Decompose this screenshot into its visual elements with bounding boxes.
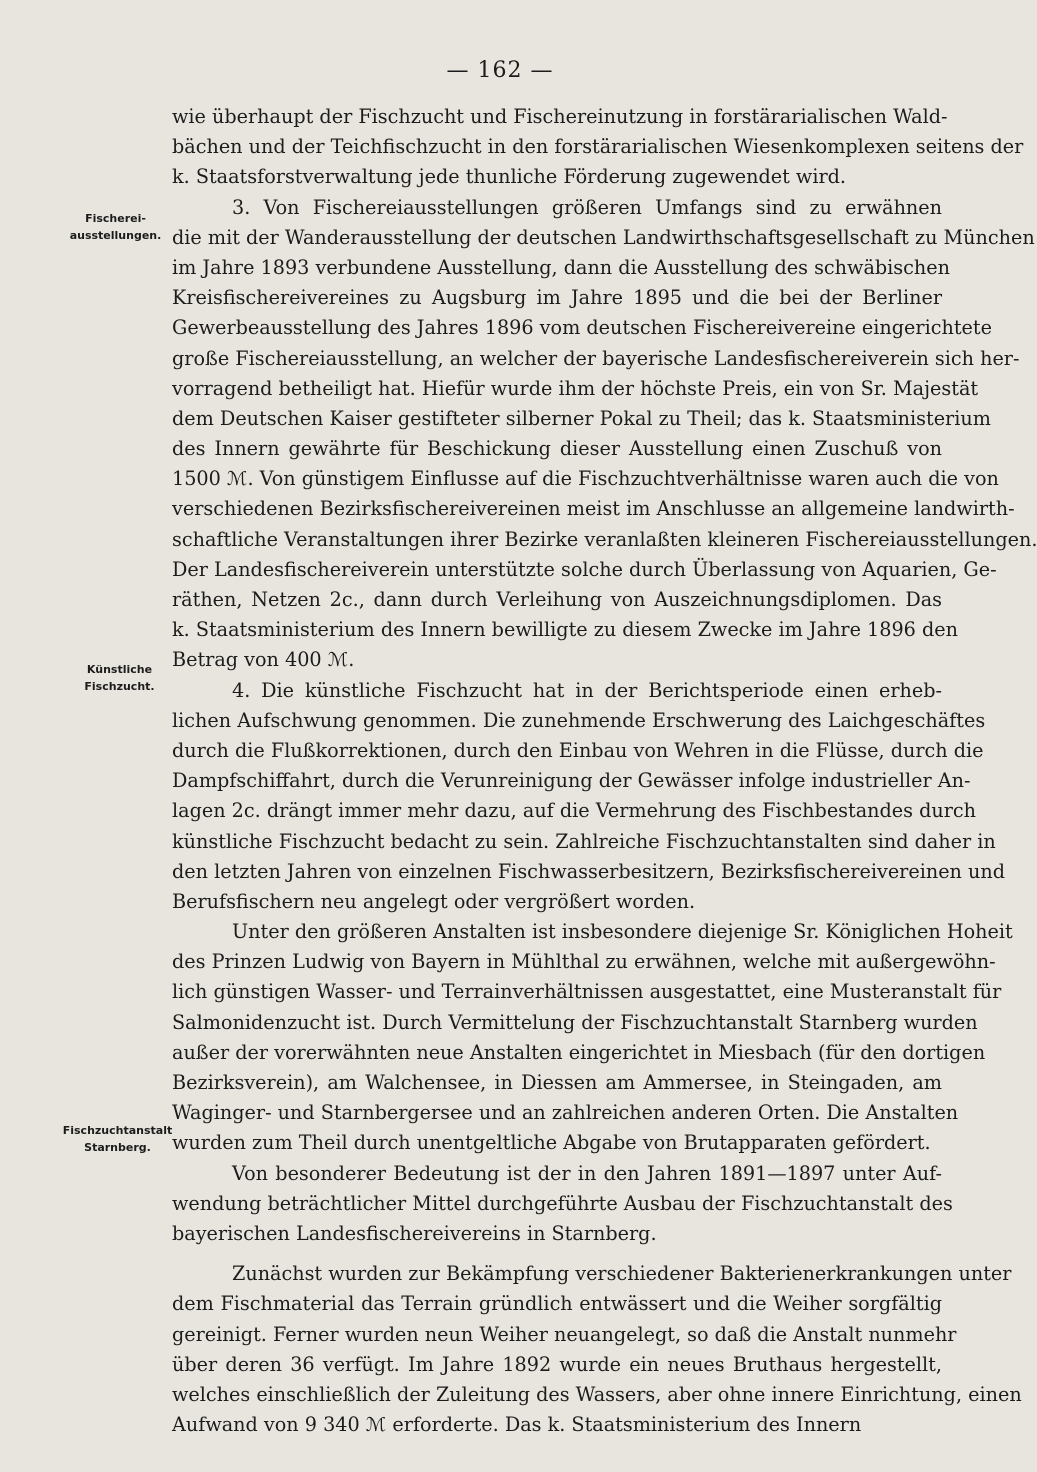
body-text: [172, 102, 1037, 1440]
text-line: Aufwand von 9 340 ℳ erforderte. Das k. Staatsministerium des Innern: [172, 1413, 862, 1437]
margin-note-line: ausstellungen.: [69, 229, 162, 242]
text-line: k. Staatsforstverwaltung jede thunliche Förderung zugewendet wird.: [172, 165, 847, 189]
text-line: Zunächst wurden zur Bekämpfung verschiedener Bakterienerkrankungen unter: [232, 1262, 1012, 1286]
text-line: wie überhaupt der Fischzucht und Fischereinutzung in forstärarialischen Wald-: [172, 105, 948, 128]
paragraph: [172, 917, 1013, 1159]
margin-note-fischerei-ausstellungen: [58, 210, 173, 244]
text-line: 4. Die künstliche Fischzucht hat in der Berichtsperiode einen erheb-: [232, 678, 942, 702]
text-line: welches einschließlich der Zuleitung des Wassers, aber ohne innere Einrichtung, einen: [172, 1382, 1022, 1406]
text-line: lichen Aufschwung genommen. Die zunehmende Erschwerung des Laichgeschäftes: [172, 708, 986, 732]
text-line: Von besonderer Bedeutung ist der in den Jahren 1891—1897 unter Auf-: [232, 1161, 942, 1185]
text-line: bächen und der Teichfischzucht in den forstärarialischen Wiesenkomplexen seitens der: [172, 135, 1024, 159]
paragraph: [172, 1259, 1022, 1440]
text-line: 3. Von Fischereiausstellungen größeren Umfangs sind zu erwähnen: [232, 195, 942, 219]
text-line: Gewerbeausstellung des Jahres 1896 vom deutschen Fischereivereine eingerichtete: [172, 316, 992, 340]
text-line: wendung beträchtlicher Mittel durchgeführte Ausbau der Fischzuchtanstalt des: [172, 1191, 953, 1215]
margin-note-line: Fischzucht.: [84, 680, 155, 693]
text-line: lagen 2c. drängt immer mehr dazu, auf die Vermehrung des Fischbestandes durch: [172, 799, 977, 823]
text-line: die mit der Wanderausstellung der deutschen Landwirthschaftsgesellschaft zu München: [172, 225, 1035, 249]
text-line: Berufsfischern neu angelegt oder vergrößert worden.: [172, 889, 696, 913]
margin-note-kuenstliche-fischzucht: [62, 661, 177, 695]
text-line: wurden zum Theil durch unentgeltliche Abgabe von Brutapparaten gefördert.: [172, 1131, 931, 1155]
margin-note-line: Starnberg.: [84, 1141, 151, 1154]
margin-note-line: Fischzuchtanstalt: [62, 1124, 173, 1137]
text-line: künstliche Fischzucht bedacht zu sein. Zahlreiche Fischzuchtanstalten sind daher in: [172, 829, 996, 853]
paragraph: [172, 1159, 953, 1250]
text-line: lich günstigen Wasser- und Terrainverhältnissen ausgestattet, eine Musteranstalt für: [172, 980, 1002, 1004]
text-line: Dampfschiffahrt, durch die Verunreinigung der Gewässer infolge industrieller An-: [172, 769, 971, 793]
text-line: 1500 ℳ. Von günstigem Einflusse auf die Fischzuchtverhältnisse waren auch die von: [172, 467, 999, 491]
text-line: des Innern gewährte für Beschickung dieser Ausstellung einen Zuschuß von: [172, 437, 942, 461]
text-line: über deren 36 verfügt. Im Jahre 1892 wurde ein neues Bruthaus hergestellt,: [172, 1352, 942, 1376]
text-line: k. Staatsministerium des Innern bewilligte zu diesem Zwecke im Jahre 1896 den: [172, 618, 958, 642]
paragraph: [172, 193, 1037, 676]
margin-note-line: Künstliche: [86, 663, 153, 676]
text-line: räthen, Netzen 2c., dann durch Verleihung von Auszeichnungsdiplomen. Das: [172, 588, 942, 611]
paragraph: [172, 102, 1024, 193]
margin-note-line: Fischerei-: [85, 212, 146, 225]
text-line: Waginger- und Starnbergersee und an zahlreichen anderen Orten. Die Anstalten: [172, 1101, 959, 1125]
text-line: den letzten Jahren von einzelnen Fischwasserbesitzern, Bezirksfischereivereinen und: [172, 859, 1006, 883]
text-line: verschiedenen Bezirksfischereivereinen meist im Anschlusse an allgemeine landwirth-: [172, 497, 1015, 521]
text-line: durch die Flußkorrektionen, durch den Einbau von Wehren in die Flüsse, durch die: [172, 738, 984, 762]
text-line: Bezirksverein), am Walchensee, in Diessen am Ammersee, in Steingaden, am: [172, 1071, 942, 1094]
text-line: vorragend betheiligt hat. Hiefür wurde ihm der höchste Preis, ein von Sr. Majestät: [172, 376, 979, 400]
page-number: — 162 —: [446, 58, 554, 83]
text-line: schaftliche Veranstaltungen ihrer Bezirke veranlaßten kleineren Fischereiausstellungen.: [172, 527, 1037, 551]
text-line: außer der vorerwähnten neue Anstalten eingerichtet in Miesbach (für den dortigen: [172, 1040, 986, 1064]
text-line: Betrag von 400 ℳ.: [172, 648, 355, 672]
text-line: Salmonidenzucht ist. Durch Vermittelung der Fischzuchtanstalt Starnberg wurden: [172, 1010, 978, 1034]
text-line: dem Deutschen Kaiser gestifteter silberner Pokal zu Theil; das k. Staatsministerium: [172, 406, 991, 430]
text-line: dem Fischmaterial das Terrain gründlich entwässert und die Weiher sorgfältig: [172, 1292, 942, 1316]
text-line: im Jahre 1893 verbundene Ausstellung, dann die Ausstellung des schwäbischen: [172, 255, 950, 279]
paragraph-gap: [172, 1249, 942, 1259]
text-line: des Prinzen Ludwig von Bayern in Mühlthal zu erwähnen, welche mit außergewöhn-: [172, 950, 996, 974]
text-line: bayerischen Landesfischereivereins in Starnberg.: [172, 1221, 657, 1245]
text-line: Kreisfischereivereines zu Augsburg im Jahre 1895 und die bei der Berliner: [172, 286, 942, 310]
text-line: gereinigt. Ferner wurden neun Weiher neuangelegt, so daß die Anstalt nunmehr: [172, 1322, 957, 1346]
paragraph: [172, 676, 1006, 918]
margin-note-fischzuchtanstalt-starnberg: [60, 1122, 175, 1156]
text-line: große Fischereiausstellung, an welcher der bayerische Landesfischereiverein sich her-: [172, 346, 1020, 370]
text-line: Der Landesfischereiverein unterstützte solche durch Überlassung von Aquarien, Ge-: [172, 557, 997, 581]
text-line: Unter den größeren Anstalten ist insbesondere diejenige Sr. Königlichen Hoheit: [232, 920, 1013, 944]
